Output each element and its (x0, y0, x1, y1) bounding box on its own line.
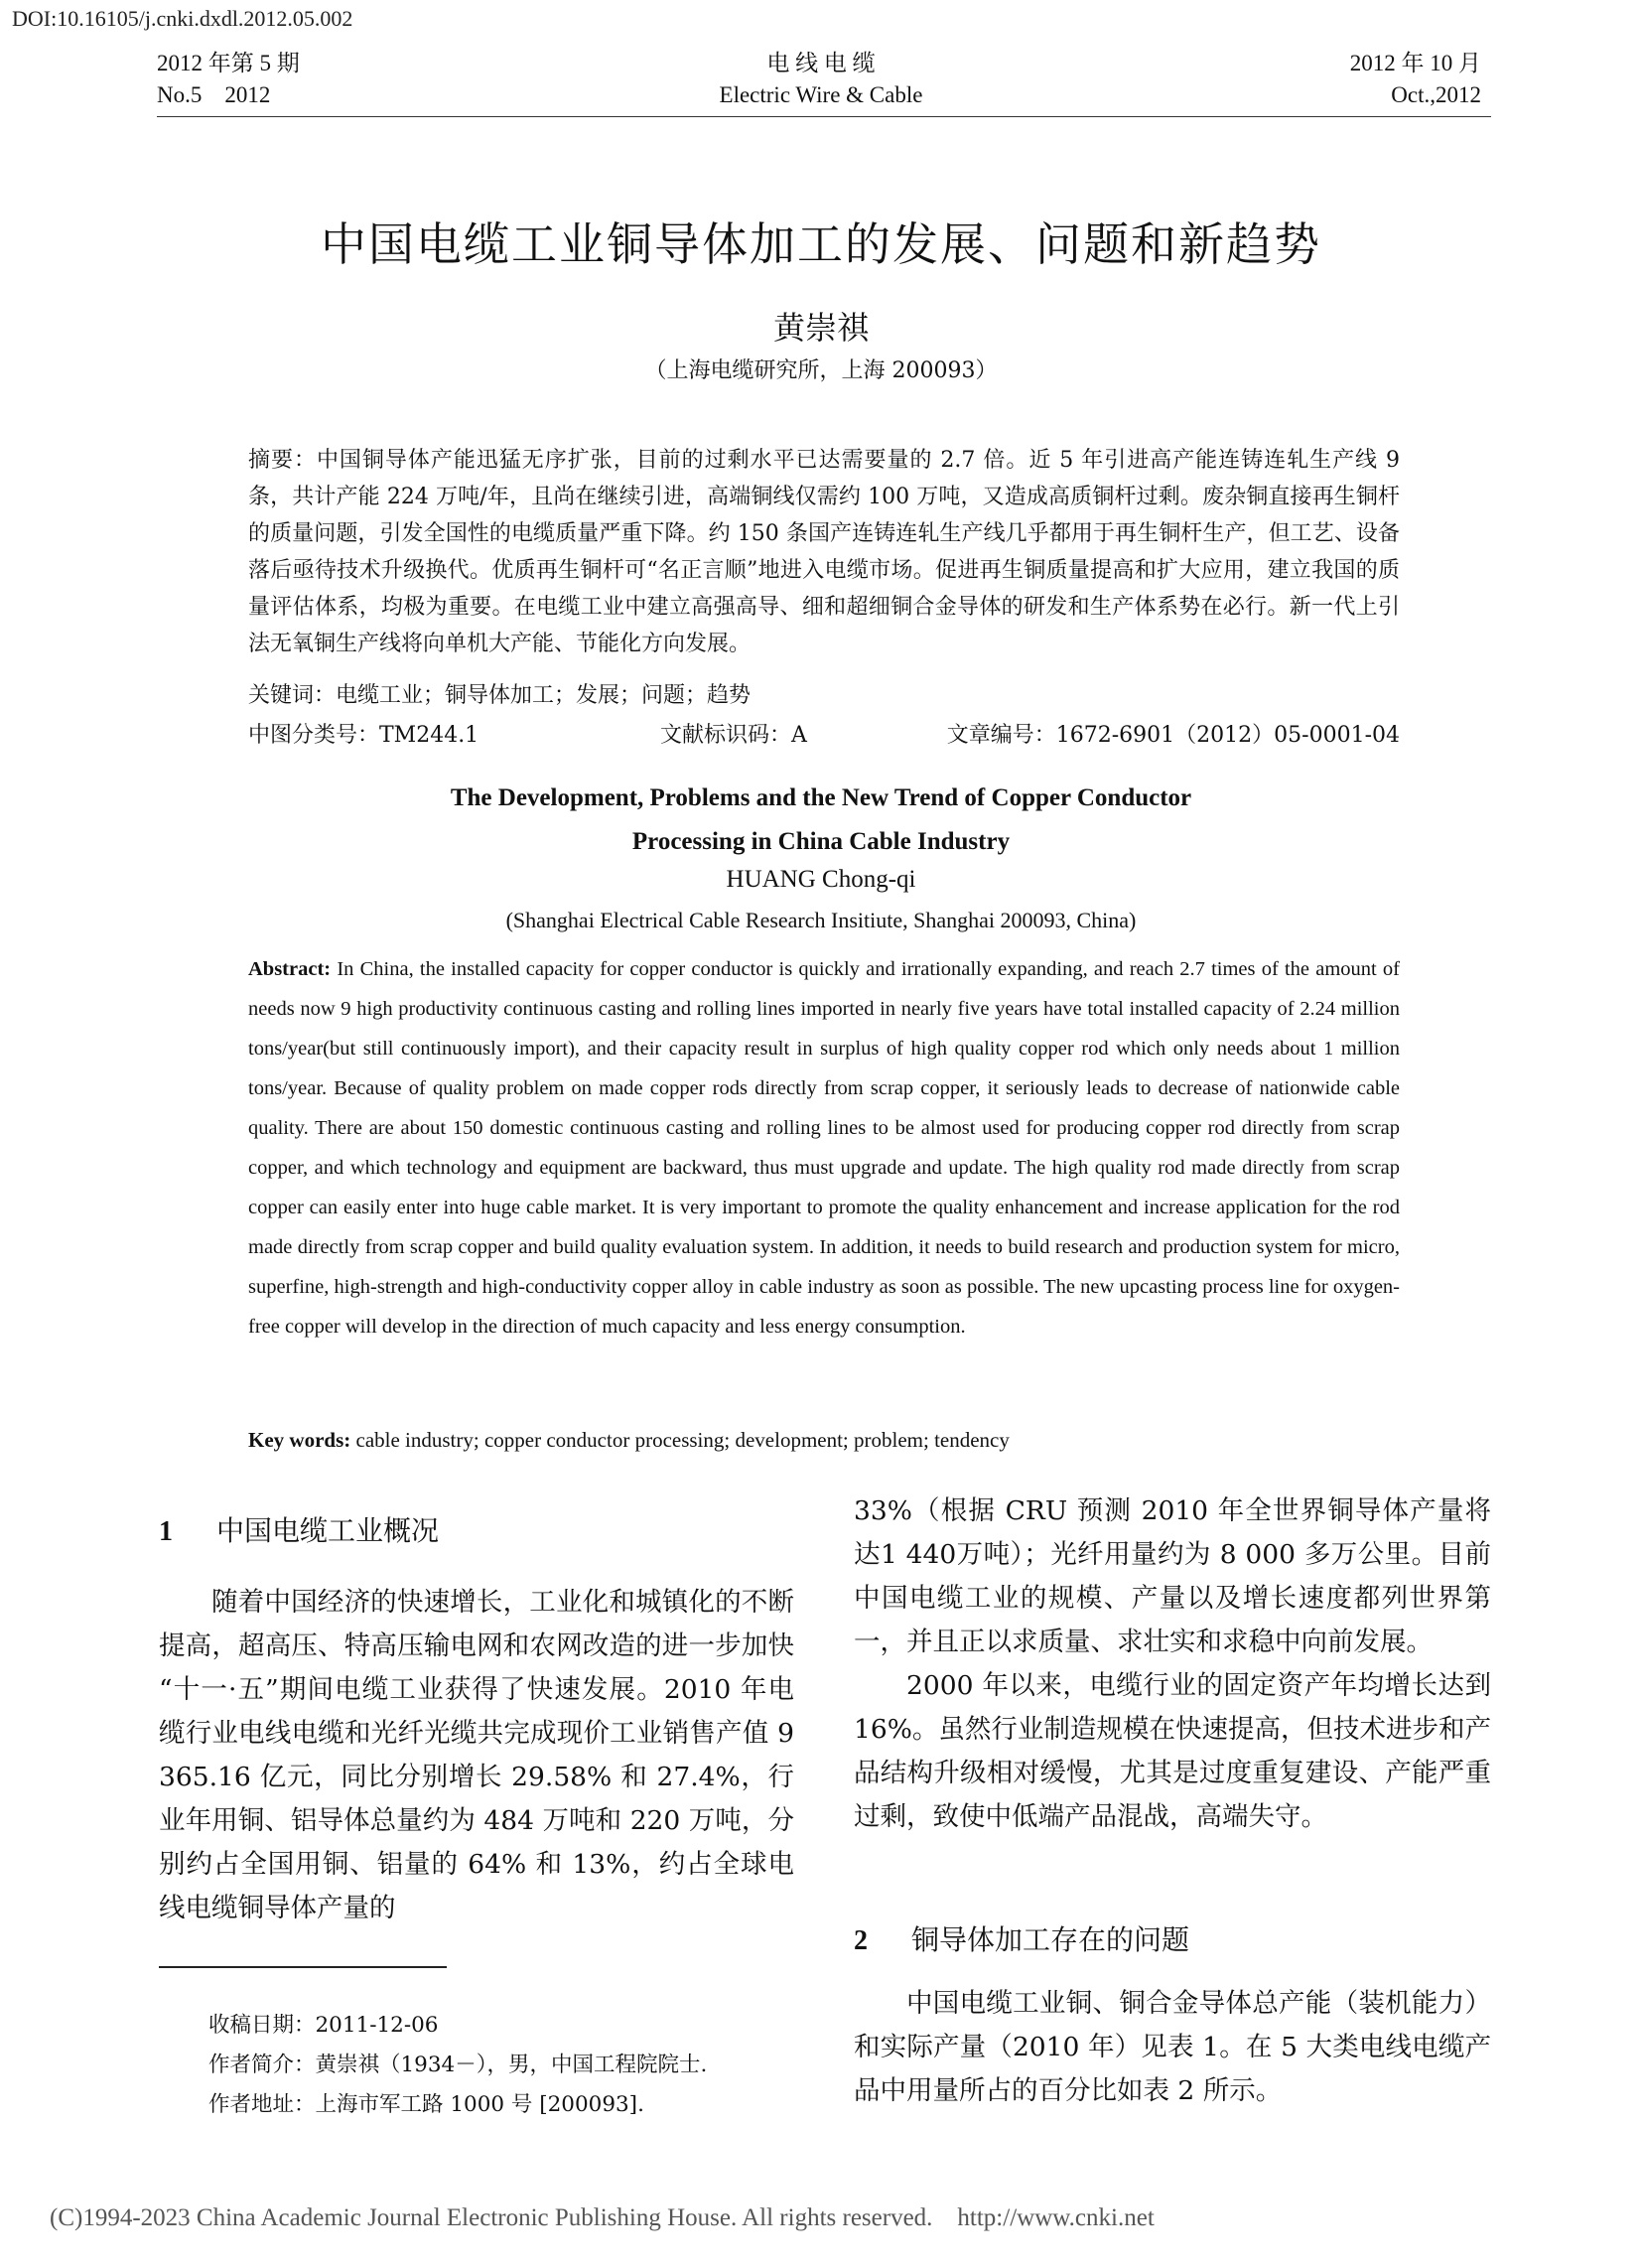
section-2-paragraph-1: 中国电缆工业铜、铜合金导体总产能（装机能力）和实际产量（2010 年）见表 1。在 5 大类电线电缆产品中用量所占的百分比如表 2 所示。 (854, 1988, 1491, 2106)
author-name-en: HUANG Chong-qi (726, 866, 916, 893)
section-1-body (159, 1581, 794, 1930)
section-2-number: 2 (854, 1925, 868, 1956)
copyright-notice: (C)1994-2023 China Academic Journal Electronic Publishing House. All rights reserved. http://www.cnki.net (50, 2204, 1155, 2231)
abstract-en-text: In China, the installed capacity for copper conductor is quickly and irrationally expanding, and reach 2.7 times of the amount of needs now 9 high productivity continuous casting and rolling lines imported in nearly five years have total installed capacity of 2.24 million tons/year(but still continuously import), and their capacity result in surplus of high quality copper rod which only needs about 1 million tons/year. Because of quality problem on made copper rods directly from scrap copper, it seriously leads to decrease of nationwide cable quality. There are about 150 domestic continuous casting and rolling lines to be almost used for producing copper rod directly from scrap copper, and which technology and equipment are backward, thus must upgrade and update. The high quality rod made directly from scrap copper can easily enter into huge cable market. It is very important to promote the quality enhancement and increase application for the rod made directly from scrap copper and build quality evaluation system. In addition, it needs to build research and production system for micro, superfine, high-strength and high-conductivity copper alloy in cable industry as soon as possible. The new upcasting process line for oxygen-free copper will develop in the direction of much capacity and less energy consumption. (248, 958, 1400, 1338)
keywords-en-label: Key words: (248, 1428, 351, 1452)
section-1-paragraph-1: 随着中国经济的快速增长，工业化和城镇化的不断提高，超高压、特高压输电网和农网改造的进一步加快 “十一·五”期间电缆工业获得了快速发展。2010 年电缆行业电线电缆和光纤光缆共完成现价工业销售产值 9 365.16 亿元，同比分别增长 29.58% 和 27.4%，行业年用铜、铝导体总量约为 484 万吨和 220 万吨，分别约占全国用铜、铝量的 64% 和 13%，约占全球电线电缆铜导体产量的 (159, 1587, 794, 1923)
section-1-heading (159, 1509, 439, 1549)
abstract-en-label: Abstract: (248, 958, 332, 980)
footnote-divider (159, 1966, 447, 1968)
paper-title-en-line1: The Development, Problems and the New Trend of Copper Conductor (450, 784, 1192, 811)
footnote-author-address: 作者地址：上海市军工路 1000 号 [200093]. (208, 2092, 644, 2117)
section-1-paragraph-1-continued: 33%（根据 CRU 预测 2010 年全世界铜导体产量将达1 440万吨）；光纤用量约为 8 000 多万公里。目前中国电缆工业的规模、产量以及增长速度都列世界第一，并且正以求质量、求壮实和求稳中向前发展。 (854, 1495, 1491, 1657)
doi-label: DOI:10.16105/j.cnki.dxdl.2012.05.002 (12, 6, 353, 31)
abstract-cn: 摘要：中国铜导体产能迅猛无序扩张，目前的过剩水平已达需要量的 2.7 倍。近 5 年引进高产能连铸连轧生产线 9 条，共计产能 224 万吨/年，且尚在继续引进，高端铜线仅需约 100 万吨，又造成高质铜杆过剩。废杂铜直接再生铜杆的质量问题，引发全国性的电缆质量严重下降。约 150 条国产连铸连轧生产线几乎都用于再生铜杆生产，但工艺、设备落后亟待技术升级换代。优质再生铜杆可“名正言顺”地进入电缆市场。促进再生铜质量提高和扩大应用，建立我国的质量评估体系，均极为重要。在电缆工业中建立高强高导、细和超细铜合金导体的研发和生产体系势在必行。新一代上引法无氧铜生产线将向单机大产能、节能化方向发展。 (248, 448, 1400, 656)
header-journal-en: Electric Wire & Cable (719, 82, 923, 107)
section-2-title: 铜导体加工存在的问题 (911, 1923, 1190, 1956)
header-journal-cn: 电 线 电 缆 (766, 51, 876, 75)
footnote-received-date: 收稿日期：2011-12-06 (208, 2013, 439, 2038)
section-1-number: 1 (159, 1516, 173, 1547)
section-2-body (854, 1982, 1491, 2113)
section-2-heading (854, 1918, 1189, 1958)
author-name: 黄崇祺 (772, 309, 869, 347)
abstract-en (248, 949, 1400, 1347)
footnote-author-bio: 作者简介：黄崇祺（1934－），男，中国工程院院士. (208, 2053, 708, 2077)
keywords-en-text: cable industry; copper conductor processing; development; problem; tendency (350, 1428, 1010, 1452)
header-date (1350, 48, 1481, 111)
header-date-cn: 2012 年 10 月 (1349, 51, 1481, 75)
header-date-en: Oct.,2012 (1391, 82, 1481, 107)
clc-number: 中图分类号：TM244.1 (248, 723, 479, 748)
document-code: 文献标识码：A (660, 723, 807, 748)
header-divider (157, 116, 1491, 117)
paper-title: 中国电缆工业铜导体加工的发展、问题和新趋势 (321, 217, 1321, 271)
section-1-paragraph-2: 2000 年以来，电缆行业的固定资产年均增长达到 16%。虽然行业制造规模在快速提高，但技术进步和产品结构升级相对缓慢，尤其是过度重复建设、产能严重过剩，致使中低端产品混战，高端失守。 (854, 1670, 1491, 1832)
paper-title-en (0, 777, 1642, 864)
footnotes (208, 2006, 707, 2125)
article-number: 文章编号：1672-6901（2012）05-0001-04 (946, 723, 1400, 748)
header-issue-cn: 2012 年第 5 期 (157, 51, 300, 75)
keywords-en (248, 1428, 1010, 1453)
keywords-cn: 关键词：电缆工业；铜导体加工；发展；问题；趋势 (248, 683, 752, 708)
section-1-title: 中国电缆工业概况 (216, 1514, 440, 1547)
author-affiliation-en: (Shanghai Electrical Cable Research Insitiute, Shanghai 200093, China) (505, 908, 1137, 932)
author-affiliation: （上海电缆研究所，上海 200093） (644, 358, 998, 383)
header-issue-en: No.5 2012 (157, 82, 271, 107)
paper-title-en-line2: Processing in China Cable Industry (631, 828, 1011, 855)
section-1-body-continued (854, 1489, 1491, 1839)
